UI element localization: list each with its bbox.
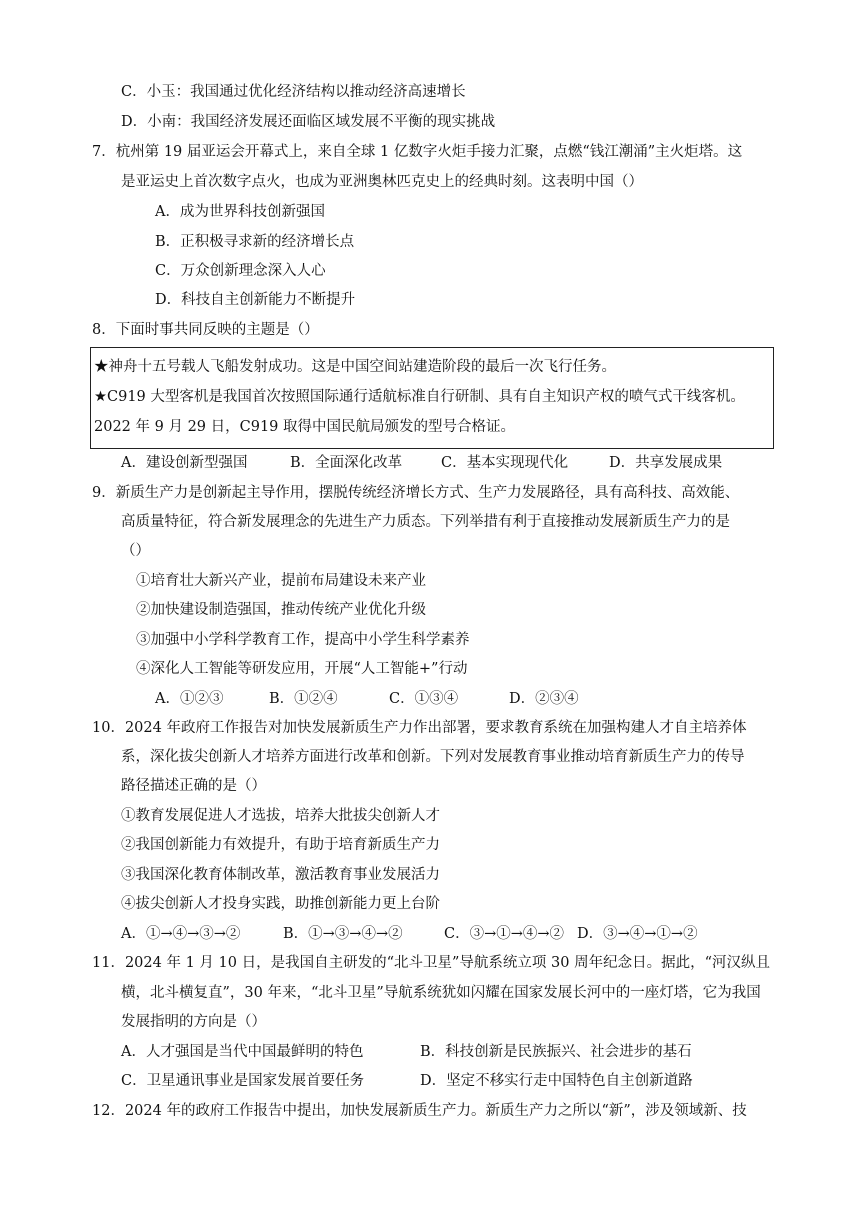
q9-stem-line3: （）: [121, 543, 150, 559]
q10-stem-line1: 10．2024 年政府工作报告对加快发展新质生产力作出部署，要求教育系统在加强构建人才自主培养体: [92, 720, 747, 736]
q10-stem-line2: 系，深化拔尖创新人才培养方面进行改革和创新。下列对发展教育事业推动培育新质生产力的传导: [121, 749, 745, 765]
q10-option-a: A．①→④→③→②: [121, 926, 241, 942]
q7-option-d: D．科技自主创新能力不断提升: [155, 292, 356, 308]
q6-option-c: C．小玉：我国通过优化经济结构以推动经济高速增长: [121, 84, 466, 100]
q12-stem-line1: 12．2024 年的政府工作报告中提出，加快发展新质生产力。新质生产力之所以“新”，涉及领域新、技: [92, 1103, 747, 1119]
q10-option-c: C．③→①→④→②: [444, 926, 565, 942]
q9-item-2: ②加快建设制造强国，推动传统产业优化升级: [136, 602, 426, 618]
q8-material-line1: ★神舟十五号载人飞船发射成功。这是中国空间站建造阶段的最后一次飞行任务。: [94, 359, 616, 375]
q11-stem-line3: 发展指明的方向是（）: [121, 1014, 266, 1030]
q11-stem-line1: 11．2024 年 1 月 10 日，是我国自主研发的“北斗卫星”导航系统立项 30 周年纪念日。据此，“河汉纵且: [92, 955, 770, 971]
q8-option-a: A．建设创新型强国: [121, 455, 248, 471]
q7-option-a: A．成为世界科技创新强国: [155, 204, 325, 220]
q8-option-b: B．全面深化改革: [290, 455, 403, 471]
q7-stem-line2: 是亚运史上首次数字点火，也成为亚洲奥林匹克史上的经典时刻。这表明中国（）: [121, 174, 643, 190]
q10-item-2: ②我国创新能力有效提升，有助于培育新质生产力: [121, 837, 440, 853]
q10-item-1: ①教育发展促进人才选拔，培养大批拔尖创新人才: [121, 808, 440, 824]
q10-option-b: B．①→③→④→②: [283, 926, 403, 942]
q9-option-a: A．①②③: [155, 691, 224, 707]
q11-stem-line2: 横，北斗横复直”，30 年来，“北斗卫星”导航系统犹如闪耀在国家发展长河中的一座灯塔，它为我国: [121, 985, 761, 1001]
q8-option-c: C．基本实现现代化: [441, 455, 569, 471]
q9-stem-line2: 高质量特征，符合新发展理念的先进生产力质态。下列举措有利于直接推动发展新质生产力的是: [121, 514, 730, 530]
q9-stem-line1: 9．新质生产力是创新起主导作用，摆脱传统经济增长方式、生产力发展路径，具有高科技、高效能、: [92, 485, 740, 501]
q9-item-1: ①培育壮大新兴产业，提前布局建设未来产业: [136, 573, 426, 589]
q9-option-c: C．①③④: [389, 691, 459, 707]
q9-item-3: ③加强中小学科学教育工作，提高中小学生科学素养: [136, 632, 470, 648]
q6-option-d: D．小南：我国经济发展还面临区域发展不平衡的现实挑战: [121, 114, 496, 130]
q8-option-d: D．共享发展成果: [609, 455, 723, 471]
q11-option-d: D．坚定不移实行走中国特色自主创新道路: [420, 1073, 693, 1089]
q11-option-a: A．人才强国是当代中国最鲜明的特色: [121, 1044, 364, 1060]
q9-item-4: ④深化人工智能等研发应用，开展“人工智能+”行动: [136, 661, 468, 677]
q8-material-line2: ★C919 大型客机是我国首次按照国际通行适航标准自行研制、具有自主知识产权的喷气式干线客机。: [94, 389, 745, 405]
q11-option-b: B．科技创新是民族振兴、社会进步的基石: [420, 1044, 692, 1060]
q7-option-c: C．万众创新理念深入人心: [155, 263, 326, 279]
q10-item-3: ③我国深化教育体制改革，激活教育事业发展活力: [121, 867, 440, 883]
q8-material-line3: 2022 年 9 月 29 日，C919 取得中国民航局颁发的型号合格证。: [94, 419, 516, 435]
q10-option-d: D．③→④→①→②: [577, 926, 698, 942]
q8-stem: 8．下面时事共同反映的主题是（）: [92, 322, 319, 338]
q10-item-4: ④拔尖创新人才投身实践，助推创新能力更上台阶: [121, 896, 440, 912]
q11-option-c: C．卫星通讯事业是国家发展首要任务: [121, 1073, 365, 1089]
q10-stem-line3: 路径描述正确的是（）: [121, 778, 266, 794]
q9-option-d: D．②③④: [509, 691, 579, 707]
q9-option-b: B．①②④: [269, 691, 338, 707]
q7-stem-line1: 7．杭州第 19 届亚运会开幕式上，来自全球 1 亿数字火炬手接力汇聚，点燃“钱江潮涌”主火炬塔。这: [92, 144, 743, 160]
q7-option-b: B．正积极寻求新的经济增长点: [155, 234, 355, 250]
